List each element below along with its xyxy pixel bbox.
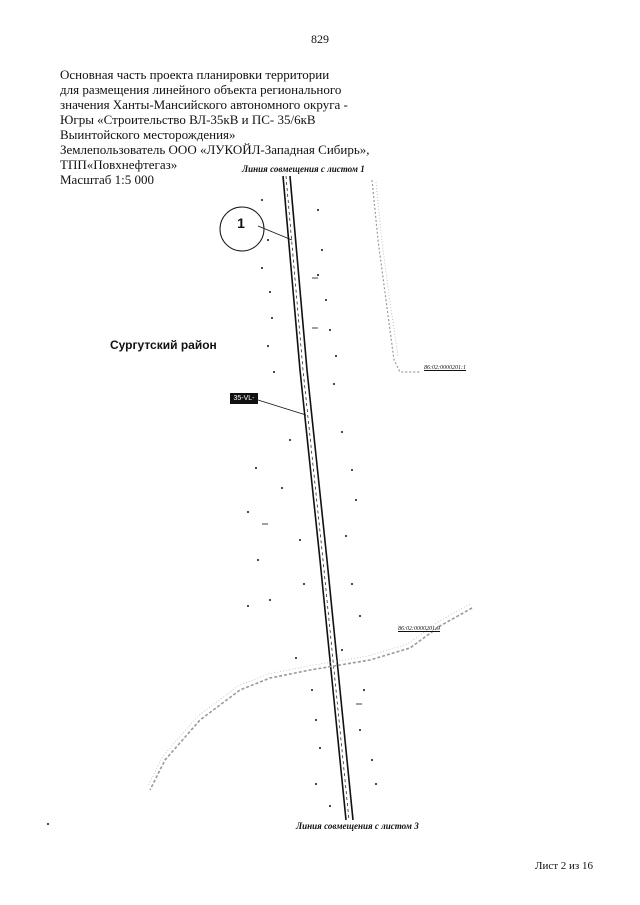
callout-number: 1: [237, 215, 245, 231]
corridor-centerline: [286, 176, 349, 820]
header-line: для размещения линейного объекта регионального: [60, 82, 342, 97]
match-line-top-label: Линия совмещения с листом 1: [242, 164, 365, 174]
object-tag: 35-VL-01: [230, 393, 258, 404]
header-line: Основная часть проекта планировки территории: [60, 67, 330, 82]
corridor-boundary-left: [283, 176, 346, 820]
header-line: значения Ханты-Мансийского автономного округа -: [60, 97, 348, 112]
survey-points: [47, 199, 377, 825]
header-line: Югры «Строительство ВЛ-35кВ и ПС- 35/6кВ: [60, 112, 316, 127]
parcel-label: 86:02:0000201:9: [398, 626, 440, 632]
header-line: Масштаб 1:5 000: [60, 172, 154, 187]
header-line: Выинтойского месторождения»: [60, 127, 236, 142]
header-line: ТПП«Повхнефтегаз»: [60, 157, 178, 172]
match-line-bottom-label: Линия совмещения с листом 3: [296, 821, 419, 831]
page-number: 829: [311, 32, 329, 46]
object-tag-leader-line: [258, 400, 306, 415]
parcel-boundary-lower: [150, 608, 472, 790]
corridor-boundary-right: [290, 176, 353, 820]
region-label: Сургутский район: [110, 338, 217, 352]
parcel-label: 86:02:0000201:1: [424, 365, 466, 371]
sheet-number: Лист 2 из 16: [535, 860, 594, 872]
parcel-boundary-upper-inner: [376, 182, 398, 356]
header-line: Землепользователь ООО «ЛУКОЙЛ-Западная Сибирь»,: [60, 142, 370, 157]
